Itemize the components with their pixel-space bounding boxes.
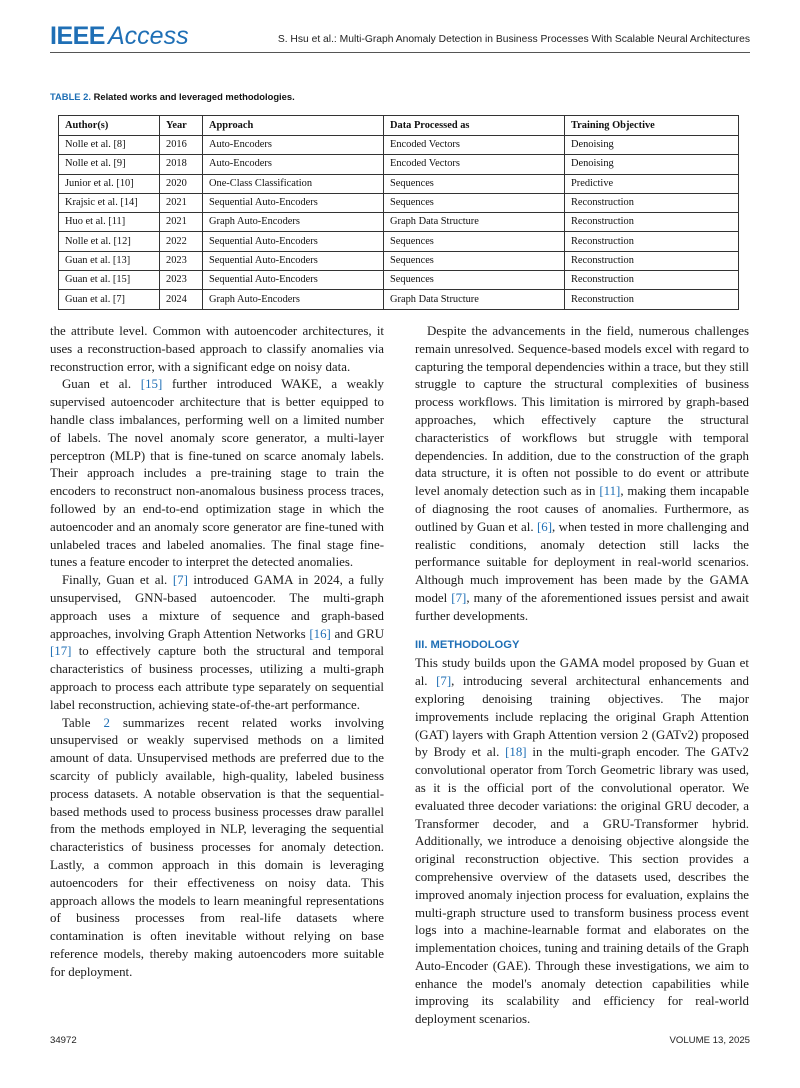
cell-author: Nolle et al. [9] xyxy=(59,155,160,174)
table-title: Related works and leveraged methodologies. xyxy=(93,91,295,102)
cell-approach: Graph Auto-Encoders xyxy=(203,213,384,232)
table-label: TABLE 2. xyxy=(50,91,91,102)
cell-data: Encoded Vectors xyxy=(384,155,565,174)
table-row xyxy=(59,271,739,290)
right-column xyxy=(415,323,749,1029)
citation-link[interactable]: [6] xyxy=(536,519,553,534)
table-row xyxy=(59,136,739,155)
cell-year: 2024 xyxy=(160,290,203,309)
citation-link[interactable]: [7] xyxy=(451,590,467,605)
col-header-approach: Approach xyxy=(203,116,384,136)
col-header-objective: Training Objective xyxy=(565,116,739,136)
cell-author: Guan et al. [13] xyxy=(59,251,160,270)
page-number: 34972 xyxy=(50,1035,77,1046)
cell-data: Sequences xyxy=(384,174,565,193)
cell-approach: Graph Auto-Encoders xyxy=(203,290,384,309)
cell-approach: Auto-Encoders xyxy=(203,155,384,174)
paragraph xyxy=(415,323,749,626)
cell-objective: Reconstruction xyxy=(565,290,739,309)
cell-data: Sequences xyxy=(384,193,565,212)
table-caption xyxy=(50,91,295,102)
cell-year: 2021 xyxy=(160,213,203,232)
ieee-access-logo xyxy=(50,22,189,50)
table-row xyxy=(59,174,739,193)
citation-link[interactable]: [7] xyxy=(172,573,188,588)
cell-data: Sequences xyxy=(384,251,565,270)
cell-objective: Denoising xyxy=(565,136,739,155)
section-heading: III. METHODOLOGY xyxy=(415,638,520,651)
cell-objective: Reconstruction xyxy=(565,213,739,232)
cell-author: Huo et al. [11] xyxy=(59,213,160,232)
citation-link[interactable]: [17] xyxy=(50,644,72,659)
cell-author: Nolle et al. [12] xyxy=(59,232,160,251)
paragraph xyxy=(50,572,384,714)
cell-approach: Sequential Auto-Encoders xyxy=(203,193,384,212)
page-header xyxy=(50,22,750,52)
text-run: further introduced WAKE, a weakly supervised autoencoder architecture that is better equipped to handle class imbalances, performing well on a limited number of labels. The novel anomaly score generator, a multi-layer perceptron (MLP) that is fine-tuned on scarce anomaly labels. Their approach includes a pre-training stage to train the encoders to reconstruct non-anomalous business process traces, followed by an end-to-end optimization stage in which the autoencoder and an anomaly score generator are fine-tuned with unlabeled traces and labeled anomalies. The final stage fine-tunes a feature encoder to interpret the detected anomalies. xyxy=(50,377,384,570)
paragraph: the attribute level. Common with autoencoder architectures, it uses a reconstruction-based approach to classify anomalies via reconstruction error, with a significant edge on noisy data. xyxy=(50,324,384,374)
text-run: This study builds upon the GAMA model proposed by Guan et al. xyxy=(415,656,749,689)
text-run: Finally, Guan et al. xyxy=(62,573,173,588)
table-row xyxy=(59,213,739,232)
cell-data: Encoded Vectors xyxy=(384,136,565,155)
table-reference-link[interactable]: 2 xyxy=(103,715,110,730)
text-run: in the multi-graph encoder. The GATv2 convolutional operator from Torch Geometric library was used, as it is the official port of the convolutional operator. We evaluated three decoder variations: the original GRU decoder, a Transformer decoder, and a GRU-Transformer hybrid. Additionally, we introduce a denoising objective alongside the original reconstruction objective. This section provides a comprehensive overview of the datasets used, describes the improved anomaly injection process for evaluation, explains the multi-graph structure used to transform business process event logs into a machine-learnable format and elaborates on the implementation choices, tuning and training details of the Graph Auto-Encoder (GAE). Through these investigations, we aim to enhance the model's anomaly detection capabilities while improving its scalability and efficiency for real-world deployment scenarios. xyxy=(415,745,749,1027)
related-works-table xyxy=(58,115,739,310)
col-header-authors: Author(s) xyxy=(59,116,160,136)
cell-approach: One-Class Classification xyxy=(203,174,384,193)
cell-approach: Sequential Auto-Encoders xyxy=(203,251,384,270)
citation-link[interactable]: [7] xyxy=(436,674,452,689)
table-row xyxy=(59,155,739,174)
text-run: summarizes recent related works involving unsupervised or weakly supervised methods on a limited amount of data. Unsupervised methods are preferred due to the scarcity of publicly available, high-quality, labeled business process datasets. A notable observation is that the sequential-based methods used to process business processes draw parallel from the methods employed in NLP, leveraging the sequential characteristics of business processes for anomaly detection. Lastly, a common approach in this domain is leveraging autoencoders for their effectiveness on noisy data. This approach allows the models to learn meaningful representations of business processes from real-life datasets where contamination is often inevitable without relying on base reference models, thereby making autoencoders more suitable for deployment. xyxy=(50,715,384,979)
cell-data: Graph Data Structure xyxy=(384,290,565,309)
cell-year: 2021 xyxy=(160,193,203,212)
paragraph xyxy=(50,376,384,572)
cell-approach: Sequential Auto-Encoders xyxy=(203,271,384,290)
cell-objective: Reconstruction xyxy=(565,193,739,212)
header-rule xyxy=(50,52,750,53)
cell-data: Sequences xyxy=(384,232,565,251)
table-body xyxy=(59,136,739,310)
left-column xyxy=(50,323,384,981)
table-row xyxy=(59,251,739,270)
volume-label: VOLUME 13, 2025 xyxy=(669,1035,750,1046)
cell-approach: Auto-Encoders xyxy=(203,136,384,155)
cell-year: 2018 xyxy=(160,155,203,174)
cell-author: Krajsic et al. [14] xyxy=(59,193,160,212)
cell-year: 2023 xyxy=(160,251,203,270)
cell-year: 2023 xyxy=(160,271,203,290)
table-header-row xyxy=(59,116,739,136)
cell-author: Guan et al. [7] xyxy=(59,290,160,309)
table-row xyxy=(59,193,739,212)
text-run: , when tested in more challenging and realistic conditions, anomaly detection still lacks the performance suitable for deployment in real-world scenarios. Although much improvement has been made by the GAMA model xyxy=(415,519,749,605)
cell-year: 2020 xyxy=(160,174,203,193)
citation-link[interactable]: [11] xyxy=(599,484,621,499)
col-header-data: Data Processed as xyxy=(384,116,565,136)
col-header-year: Year xyxy=(160,116,203,136)
cell-approach: Sequential Auto-Encoders xyxy=(203,232,384,251)
citation-link[interactable]: [16] xyxy=(309,626,331,641)
cell-author: Nolle et al. [8] xyxy=(59,136,160,155)
cell-objective: Predictive xyxy=(565,174,739,193)
citation-link[interactable]: [15] xyxy=(140,377,163,392)
text-run: , many of the aforementioned issues persist and await further developments. xyxy=(415,590,749,623)
paragraph xyxy=(50,715,384,982)
cell-objective: Reconstruction xyxy=(565,251,739,270)
logo-access-text: Access xyxy=(107,22,189,50)
text-run: Guan et al. xyxy=(62,377,141,392)
table-row xyxy=(59,290,739,309)
cell-data: Sequences xyxy=(384,271,565,290)
text-run: , introducing several architectural enhancements and exploring denoising training objectives. The major improvements include replacing the original Graph Attention (GAT) layers with Graph Attention version 2 (GATv2) proposed by Brody et al. xyxy=(415,674,749,760)
text-run: Table xyxy=(62,715,104,730)
cell-objective: Reconstruction xyxy=(565,271,739,290)
cell-data: Graph Data Structure xyxy=(384,213,565,232)
cell-objective: Reconstruction xyxy=(565,232,739,251)
text-run: , making them incapable of diagnosing the root causes of anomalies. Furthermore, as outlined by Guan et al. xyxy=(415,484,749,534)
citation-link[interactable]: [18] xyxy=(505,745,527,760)
text-run: to effectively capture both the structural and temporal characteristics of business processes, utilizing a multi-graph approach to process each attribute type separately on sequential label reconstruction, achieving state-of-the-art performance. xyxy=(50,644,384,712)
logo-ieee-text: IEEE xyxy=(50,22,105,50)
text-run: Despite the advancements in the field, numerous challenges remain unresolved. Sequence-based models excel with regard to capturing the temporal dependencies within a trace, but they still struggle to capture the structural complexities of business process workflows. This limitation is mirrored by graph-based approaches, which effectively capture the structural characteristics of workflows but struggle with temporal dependencies. In addition, due to the construction of the graph data structure, it is often not possible to do event or attribute level anomaly detection such as in xyxy=(415,324,749,499)
cell-objective: Denoising xyxy=(565,155,739,174)
paragraph xyxy=(415,655,749,1029)
cell-author: Junior et al. [10] xyxy=(59,174,160,193)
table-row xyxy=(59,232,739,251)
cell-author: Guan et al. [15] xyxy=(59,271,160,290)
cell-year: 2016 xyxy=(160,136,203,155)
text-run: and GRU xyxy=(330,626,384,641)
running-head: S. Hsu et al.: Multi-Graph Anomaly Detection in Business Processes With Scalable Neural Architectures xyxy=(277,34,750,45)
cell-year: 2022 xyxy=(160,232,203,251)
text-run: introduced GAMA in 2024, a fully unsupervised, GNN-based autoencoder. The multi-graph approach uses a mixture of sequence and graph-based approaches, involving Graph Attention Networks xyxy=(50,573,384,641)
